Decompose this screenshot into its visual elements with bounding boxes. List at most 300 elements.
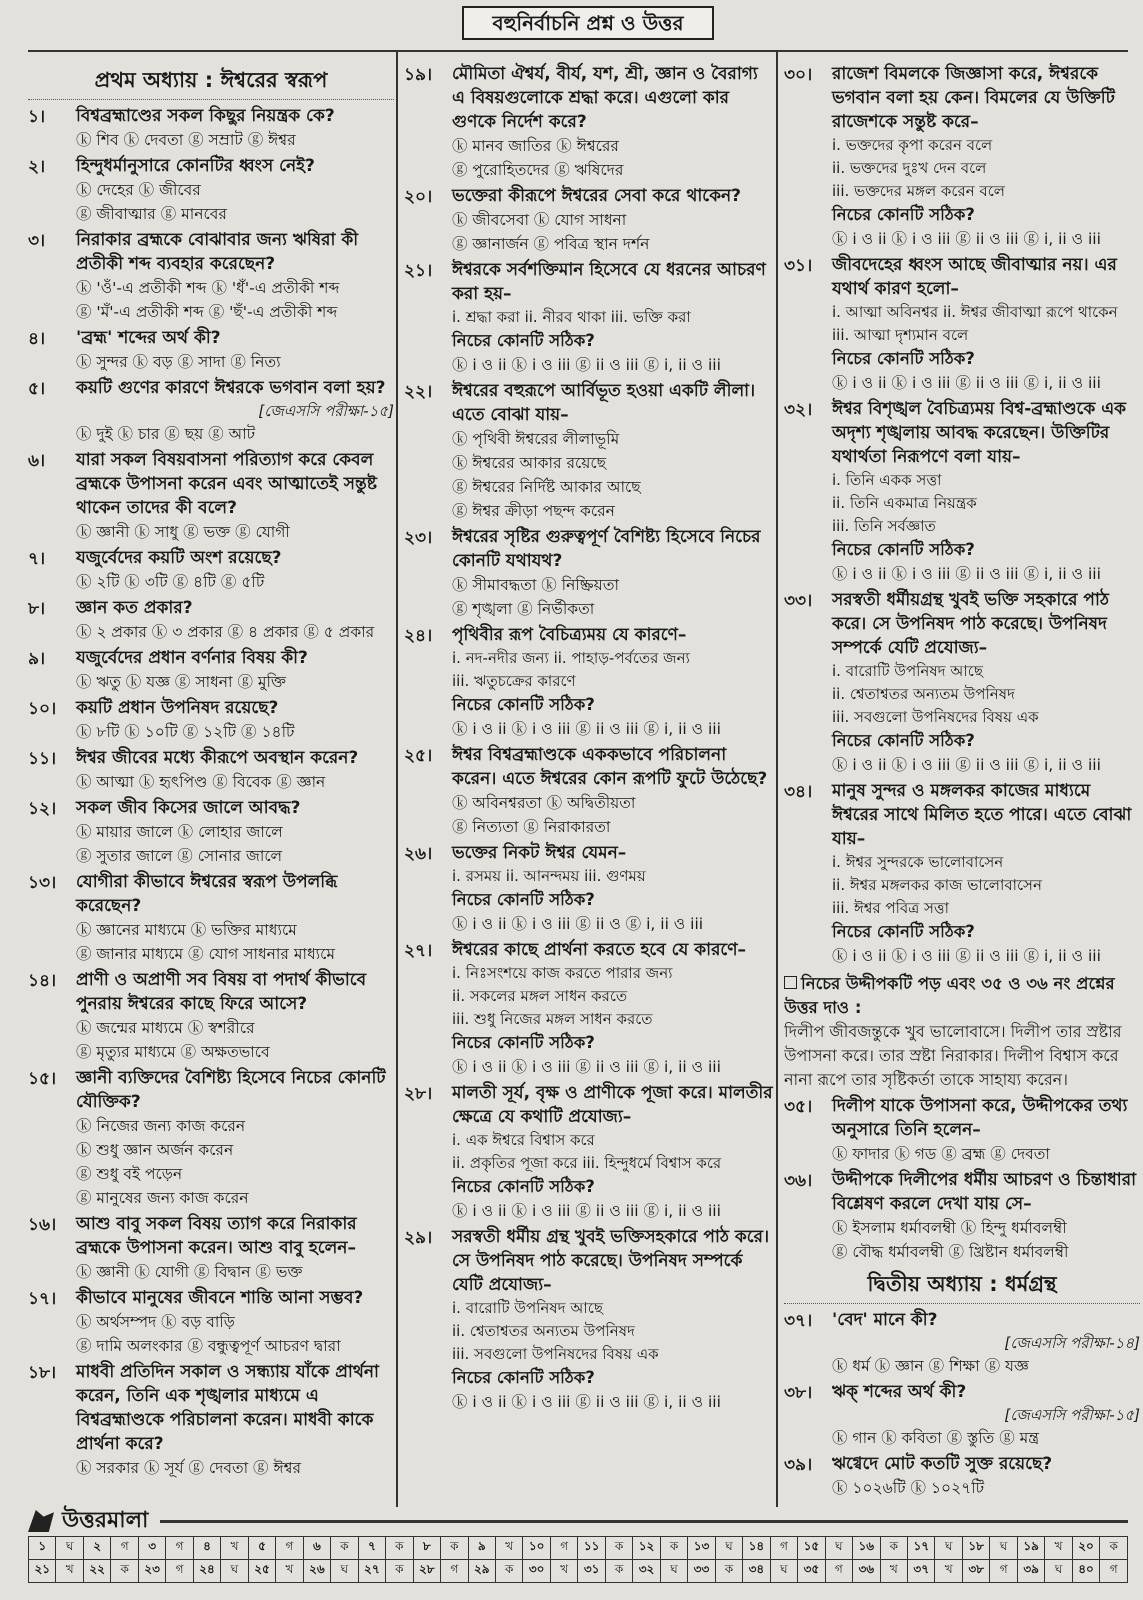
answer-letter: ক <box>111 1560 138 1583</box>
question-body <box>832 1380 1140 1450</box>
option-line: ⓖ মানুষের জন্য কাজ করেন <box>76 1189 249 1207</box>
option-line: ⓖ নিত্যতা ⓖ নিরাকারতা <box>452 818 611 836</box>
answer-number: ২২ <box>83 1560 110 1583</box>
answer-key-rule <box>160 1520 1128 1523</box>
question-number: ২৫। <box>404 746 433 766</box>
answer-number: ১৮ <box>962 1537 989 1560</box>
question-number: ৩৮। <box>784 1383 813 1403</box>
question-body <box>76 546 394 594</box>
question-body <box>452 841 774 936</box>
answer-letter: ক <box>660 1537 687 1560</box>
question-number: ৬। <box>28 451 46 471</box>
question-body <box>76 326 394 374</box>
question-text: যারা সকল বিষয়বাসনা পরিত্যাগ করে কেবল ব্রহ্মকে উপাসনা করেন এবং আত্মাতেই সন্তুষ্ট থাকেন তাদের কী বলে? <box>76 450 377 518</box>
question-number: ৮। <box>28 599 46 619</box>
question-number: ২১। <box>404 261 433 281</box>
question-body <box>452 379 774 523</box>
question-body <box>832 1308 1140 1378</box>
option-line: ⓚ i ও ii ⓚ i ও iii ⓖ ii ও iii ⓖ i, ii ও iii <box>452 1202 721 1220</box>
statement: i. শ্রদ্ধা করা ii. নীরব থাকা iii. ভক্তি করা <box>452 308 691 326</box>
statement: i. আত্মা অবিনশ্বর ii. ঈশ্বর জীবাত্মা রূপে থাকেন <box>832 303 1118 321</box>
question <box>28 646 394 694</box>
question-body <box>452 938 774 1079</box>
statement: i. নিঃসংশয়ে কাজ করতে পারার জন্য <box>452 964 673 982</box>
answer-letter: ঘ <box>990 1537 1017 1560</box>
question <box>784 779 1140 968</box>
answer-letter: খ <box>56 1560 83 1583</box>
question <box>404 184 774 256</box>
option-line: ⓖ জীবাত্মার ⓖ মানবের <box>76 205 227 223</box>
question-body <box>452 184 774 256</box>
answer-number: ১ <box>29 1537 56 1560</box>
answer-letter: ক <box>495 1560 522 1583</box>
answer-letter: খ <box>935 1560 962 1583</box>
choose-prompt: নিচের কোনটি সঠিক? <box>832 349 975 368</box>
statement: iii. ঈশ্বর পবিত্র সত্তা <box>832 899 950 917</box>
question-body <box>76 1066 394 1210</box>
answer-letter: ঘ <box>221 1560 248 1583</box>
option-line: ⓚ মানব জাতির ⓚ ঈশ্বরের <box>452 137 619 155</box>
question <box>404 62 774 182</box>
question-number: ৩৯। <box>784 1455 813 1475</box>
option-line: ⓚ নিজের জন্য কাজ করেন <box>76 1117 246 1135</box>
answer-letter: গ <box>441 1560 468 1583</box>
question-text: মালতী সূর্য, বৃক্ষ ও প্রাণীকে পূজা করে। মালতীর ক্ষেত্রে যে কথাটি প্রযোজ্য– <box>452 1083 773 1127</box>
option-line: ⓚ অবিনশ্বরতা ⓚ অদ্বিতীয়তা <box>452 794 636 812</box>
question <box>28 154 394 226</box>
answer-number: ৭ <box>358 1537 385 1560</box>
question <box>28 968 394 1064</box>
option-line: ⓚ ঋতু ⓚ যজ্ঞ ⓖ সাধনা ⓖ মুক্তি <box>76 673 286 691</box>
question-body <box>452 525 774 621</box>
question-body <box>832 1168 1140 1264</box>
question <box>28 546 394 594</box>
answer-letter: গ <box>825 1560 852 1583</box>
question-text: মৌমিতা ঐশ্বর্য, বীর্য, যশ, শ্রী, জ্ঞান ও বৈরাগ্য এ বিষয়গুলোকে শ্রদ্ধা করে। এগুলো কার গুণকে নির্দেশ করে? <box>452 64 758 132</box>
chapter-heading: দ্বিতীয় অধ্যায় : ধর্মগ্রন্থ <box>784 1268 1140 1304</box>
answer-number: ৩৪ <box>743 1560 770 1583</box>
question-number: ১৫। <box>28 1069 57 1089</box>
question <box>28 796 394 868</box>
answer-number: ১১ <box>578 1537 605 1560</box>
question-number: ২৯। <box>404 1228 433 1248</box>
answer-key <box>28 1506 1128 1598</box>
column-3 <box>784 60 1140 1500</box>
answer-letter: ক <box>605 1537 632 1560</box>
question <box>784 1168 1140 1264</box>
option-line: ⓖ জানার মাধ্যমে ⓖ যোগ সাধনার মাধ্যমে <box>76 945 335 963</box>
choose-prompt: নিচের কোনটি সঠিক? <box>832 540 975 559</box>
exam-reference: [জেএসসি পরীক্ষা-১৫] <box>258 402 394 420</box>
answer-letter: খ <box>495 1537 522 1560</box>
question-number: ৩৬। <box>784 1171 813 1191</box>
option-line: ⓚ জন্মের মাধ্যমে ⓚ স্বশরীরে <box>76 1019 255 1037</box>
question <box>404 841 774 936</box>
option-line: ⓖ শুধু বই পড়েন <box>76 1165 183 1183</box>
question-body <box>76 104 394 152</box>
answer-letter: ঘ <box>56 1537 83 1560</box>
answer-number: ৫ <box>248 1537 275 1560</box>
answer-number: ১০ <box>523 1537 550 1560</box>
question-text: আশু বাবু সকল বিষয় ত্যাগ করে নিরাকার ব্রহ্মকে উপাসনা করেন। আশু বাবু হলেন– <box>76 1214 357 1258</box>
statement: i. ঈশ্বর সুন্দরকে ভালোবাসেন <box>832 853 1004 871</box>
question-number: ২০। <box>404 187 433 207</box>
answer-letter: ঘ <box>1045 1560 1072 1583</box>
question <box>28 228 394 324</box>
question-text: ঋগ্বেদে মোট কতটি সুক্ত রয়েছে? <box>832 1454 1053 1474</box>
answer-letter: খ <box>221 1537 248 1560</box>
question-text: জ্ঞান কত প্রকার? <box>76 598 193 618</box>
question <box>28 1286 394 1358</box>
answer-number: ১৯ <box>1017 1537 1044 1560</box>
statement: i. বারোটি উপনিষদ আছে <box>832 662 983 680</box>
question-body <box>76 646 394 694</box>
question-text: রাজেশ বিমলকে জিজ্ঞাসা করে, ঈশ্বরকে ভগবান বলা হয় কেন। বিমলের যে উক্তিটি রাজেশকে সন্তুষ্ট করে– <box>832 64 1115 132</box>
statement: i. নদ-নদীর জন্য ii. পাহাড়-পর্বতের জন্য <box>452 649 690 667</box>
question <box>28 1360 394 1480</box>
question <box>404 379 774 523</box>
question-text: সরস্বতী ধর্মীয়গ্রন্থ খুবই ভক্তি সহকারে পাঠ করে। সে উপনিষদ পাঠ করেছে। উপনিষদ সম্পর্কে যেটি প্রযোজ্য– <box>832 590 1109 658</box>
option-line: ⓚ দেহের ⓚ জীবের <box>76 181 201 199</box>
question-number: ৩২। <box>784 400 813 420</box>
answer-number: ৯ <box>468 1537 495 1560</box>
stimulus-text: দিলীপ জীবজন্তুকে খুব ভালোবাসে। দিলীপ তার স্রষ্টার উপাসনা করে। তার স্রষ্টা নিরাকার। দিলীপ বিশ্বাস করে নানা রূপে তার সৃষ্টিকর্তা তাকে সাহায্য করেন। <box>784 1022 1122 1089</box>
answer-letter: ক <box>605 1560 632 1583</box>
question-number: ৩৭। <box>784 1311 813 1331</box>
question-body <box>452 623 774 741</box>
option-line: ⓖ মৃত্যুর মাধ্যমে ⓖ অক্ষতভাবে <box>76 1043 270 1061</box>
question-number: ৩৪। <box>784 782 813 802</box>
option-line: ⓚ গান ⓚ কবিতা ⓖ স্তুতি ⓖ মন্ত্র <box>832 1429 1040 1447</box>
question-text: পৃথিবীর রূপ বৈচিত্র্যময় যে কারণে– <box>452 625 687 645</box>
question <box>784 1452 1140 1500</box>
option-line: ⓚ দুই ⓚ চার ⓖ ছয় ⓖ আট <box>76 425 256 443</box>
option-line: ⓚ মায়ার জালে ⓚ লোহার জালে <box>76 823 283 841</box>
answer-table <box>28 1536 1128 1583</box>
statement: i. ভক্তদের কৃপা করেন বলে <box>832 136 993 154</box>
option-line: ⓚ ধর্ম ⓚ জ্ঞান ⓖ শিক্ষা ⓖ যজ্ঞ <box>832 1357 1029 1375</box>
question-body <box>832 779 1140 968</box>
statement: ii. সকলের মঙ্গল সাধন করতে <box>452 987 628 1005</box>
question-text: ঈশ্বরের বহুরূপে আর্বিভূত হওয়া একটি লীলা। এতে বোঝা যায়– <box>452 381 756 425</box>
option-line: ⓚ 'ওঁ'-এ প্রতীকী শব্দ ⓚ 'ধঁ'-এ প্রতীকী শব্দ <box>76 279 340 297</box>
question-body <box>452 743 774 839</box>
option-line: ⓚ অর্থসম্পদ ⓚ বড় বাড়ি <box>76 1313 235 1331</box>
question-number: ২। <box>28 157 46 177</box>
question-body <box>76 1360 394 1480</box>
question-number: ৩১। <box>784 256 813 276</box>
choose-prompt: নিচের কোনটি সঠিক? <box>452 331 595 350</box>
answer-number: ২০ <box>1072 1537 1099 1560</box>
question-body <box>832 1094 1140 1166</box>
answer-letter: গ <box>166 1537 193 1560</box>
option-line: ⓚ জ্ঞানের মাধ্যমে ⓚ ভক্তির মাধ্যমে <box>76 921 297 939</box>
statement: iii. শুধু নিজের মঙ্গল সাধন করতে <box>452 1010 653 1028</box>
question-text: ভক্তেরা কীরূপে ঈশ্বরের সেবা করে থাকেন? <box>452 186 741 206</box>
question-body <box>76 376 394 446</box>
question-body <box>832 253 1140 395</box>
question-number: ১। <box>28 107 46 127</box>
exam-reference: [জেএসসি পরীক্ষা-১৫] <box>1004 1406 1140 1424</box>
choose-prompt: নিচের কোনটি সঠিক? <box>452 1033 595 1052</box>
question-number: ১১। <box>28 749 57 769</box>
statement: iii. আত্মা দৃশ্যমান বলে <box>832 326 969 344</box>
question <box>784 1308 1140 1378</box>
statement: i. বারোটি উপনিষদ আছে <box>452 1299 603 1317</box>
answer-number: ৩২ <box>633 1560 660 1583</box>
option-line: ⓖ পুরোহিতদের ⓖ ঋষিদের <box>452 161 624 179</box>
question <box>404 258 774 377</box>
choose-prompt: নিচের কোনটি সঠিক? <box>452 695 595 714</box>
checkbox-icon <box>784 976 797 989</box>
answer-letter: ঘ <box>825 1537 852 1560</box>
statement: iii. ভক্তদের মঙ্গল করেন বলে <box>832 182 1005 200</box>
answer-letter: ঘ <box>715 1537 742 1560</box>
question <box>28 1066 394 1210</box>
question-text: কয়টি গুণের কারণে ঈশ্বরকে ভগবান বলা হয়? <box>76 378 386 398</box>
question <box>784 1094 1140 1166</box>
question-text: কীভাবে মানুষের জীবনে শান্তি আনা সম্ভব? <box>76 1288 364 1308</box>
option-line: ⓚ i ও ii ⓚ i ও iii ⓖ ii ও iii ⓖ i, ii ও iii <box>452 1058 721 1076</box>
answer-letter: গ <box>166 1560 193 1583</box>
statement: iii. তিনি সর্বজ্ঞাত <box>832 517 936 535</box>
stimulus-heading-text: নিচের উদ্দীপকটি পড় এবং ৩৫ ও ৩৬ নং প্রশ্নের উত্তর দাও : <box>784 974 1115 1017</box>
answer-number: ৩১ <box>578 1560 605 1583</box>
statement: ii. শ্বেতাশ্বতর অন্যতম উপনিষদ <box>452 1322 635 1340</box>
answer-key-title: উত্তরমালা <box>62 1508 149 1533</box>
choose-prompt: নিচের কোনটি সঠিক? <box>452 1177 595 1196</box>
option-line: ⓖ শৃঙ্খলা ⓖ নির্ভীকতা <box>452 600 595 618</box>
question-body <box>452 1081 774 1223</box>
stimulus-heading <box>784 972 1140 1020</box>
question-body <box>76 1212 394 1284</box>
question-text: ঈশ্বর জীবের মধ্যে কীরূপে অবস্থান করেন? <box>76 748 359 768</box>
answer-number: ২৫ <box>248 1560 275 1583</box>
column-1 <box>28 60 394 1500</box>
question-text: সকল জীব কিসের জালে আবদ্ধ? <box>76 798 301 818</box>
option-line: ⓖ সুতার জালে ⓖ সোনার জালে <box>76 847 283 865</box>
answer-number: ২৯ <box>468 1560 495 1583</box>
answer-letter: ক <box>386 1537 413 1560</box>
option-line: ⓚ শিব ⓚ দেবতা ⓖ সম্রাট ⓖ ঈশ্বর <box>76 131 296 149</box>
option-line: ⓚ সরকার ⓚ সূর্য ⓖ দেবতা ⓖ ঈশ্বর <box>76 1459 301 1477</box>
option-line: ⓚ ইসলাম ধর্মাবলম্বী ⓚ হিন্দু ধর্মাবলম্বী <box>832 1219 1067 1237</box>
statement: ii. ঈশ্বর মঙ্গলকর কাজ ভালোবাসেন <box>832 876 1042 894</box>
option-line: ⓚ শুধু জ্ঞান অর্জন করেন <box>76 1141 234 1159</box>
question-body <box>452 258 774 377</box>
question-body <box>832 1452 1140 1500</box>
option-line: ⓚ জীবসেবা ⓚ যোগ সাধনা <box>452 211 627 229</box>
statement: iii. সবগুলো উপনিষদের বিষয় এক <box>832 708 1039 726</box>
question-text: যজুর্বেদের কয়টি অংশ রয়েছে? <box>76 548 282 568</box>
answer-letter: ক <box>331 1537 358 1560</box>
option-line: ⓚ ৮টি ⓚ ১০টি ⓖ ১২টি ⓖ ১৪টি <box>76 723 295 741</box>
question-body <box>76 696 394 744</box>
question <box>28 448 394 544</box>
question-number: ৩। <box>28 231 46 251</box>
question <box>28 326 394 374</box>
option-line: ⓚ i ও ii ⓚ i ও iii ⓖ ii ও iii ⓖ i, ii ও iii <box>832 230 1101 248</box>
option-line: ⓖ বৌদ্ধ ধর্মাবলম্বী ⓖ খ্রিষ্টান ধর্মাবলম্বী <box>832 1243 1069 1261</box>
option-line: ⓖ ঈশ্বর ক্রীড়া পছন্দ করেন <box>452 502 615 520</box>
question-number: ৩০। <box>784 65 813 85</box>
answer-letter: গ <box>550 1537 577 1560</box>
question-text: জীবদেহের ধ্বংস আছে জীবাত্মার নয়। এর যথার্থ কারণ হলো– <box>832 255 1117 299</box>
question-text: ঈশ্বরের সৃষ্টির গুরুত্বপূর্ণ বৈশিষ্ট্য হিসেবে নিচের কোনটি যথাযথ? <box>452 527 761 571</box>
question-text: কয়টি প্রধান উপনিষদ রয়েছে? <box>76 698 279 718</box>
answer-letter: গ <box>1100 1560 1128 1583</box>
question-text: 'ব্রহ্ম' শব্দের অর্থ কী? <box>76 328 221 348</box>
question <box>404 938 774 1079</box>
question-number: ২৬। <box>404 844 433 864</box>
answer-number: ৩৫ <box>798 1560 825 1583</box>
pen-icon <box>28 1510 54 1532</box>
question <box>28 696 394 744</box>
question-text: 'বেদ' মানে কী? <box>832 1310 938 1330</box>
statement: ii. ভক্তদের দুঃখ দেন বলে <box>832 159 987 177</box>
question-text: জ্ঞানী ব্যক্তিদের বৈশিষ্ট্য হিসেবে নিচের কোনটি যৌক্তিক? <box>76 1068 386 1112</box>
question-text: উদ্দীপকে দিলীপের ধর্মীয় আচরণ ও চিন্তাধারা বিশ্লেষণ করলে দেখা যায় সে– <box>832 1170 1137 1214</box>
top-rule <box>28 50 1128 52</box>
option-line: ⓚ ২ প্রকার ⓚ ৩ প্রকার ⓖ ৪ প্রকার ⓖ ৫ প্রকার <box>76 623 375 641</box>
option-line: ⓚ i ও ii ⓚ i ও iii ⓖ ii ও iii ⓖ i, ii ও iii <box>452 720 721 738</box>
question-number: ১৯। <box>404 65 433 85</box>
question-body <box>76 154 394 226</box>
option-line: ⓚ i ও ii ⓚ i ও iii ⓖ ii ও iii ⓖ i, ii ও iii <box>832 947 1101 965</box>
statement: i. রসময় ii. আনন্দময় iii. গুণময় <box>452 867 646 885</box>
answer-letter: খ <box>550 1560 577 1583</box>
answer-number: ১৩ <box>688 1537 715 1560</box>
question-body <box>76 968 394 1064</box>
answer-letter: গ <box>770 1537 797 1560</box>
answer-number: ২৭ <box>358 1560 385 1583</box>
question <box>784 588 1140 777</box>
option-line: ⓚ i ও ii ⓚ i ও iii ⓖ ii ও iii ⓖ i, ii ও iii <box>832 565 1101 583</box>
question-text: দিলীপ যাকে উপাসনা করে, উদ্দীপকের তথ্য অনুসারে তিনি হলেন– <box>832 1096 1128 1140</box>
option-line: ⓚ সীমাবদ্ধতা ⓚ নিষ্ক্রিয়তা <box>452 576 619 594</box>
question-text: প্রাণী ও অপ্রাণী সব বিষয় বা পদার্থ কীভাবে পুনরায় ঈশ্বরের কাছে ফিরে আসে? <box>76 970 367 1014</box>
question-text: বিশ্বব্রহ্মাণ্ডের সকল কিছুর নিয়ন্ত্রক কে? <box>76 106 335 126</box>
answer-row-1 <box>29 1537 1128 1560</box>
statement: i. তিনি একক সত্তা <box>832 471 942 489</box>
answer-letter: খ <box>276 1560 303 1583</box>
question-number: ৩৫। <box>784 1097 813 1117</box>
question-text: যোগীরা কীভাবে ঈশ্বরের স্বরূপ উপলব্ধি করেছেন? <box>76 872 338 916</box>
option-line: ⓚ ঈশ্বরের আকার রয়েছে <box>452 454 606 472</box>
option-line: ⓚ i ও ii ⓚ i ও iii ⓖ ii ও ⓖ i, ii ও iii <box>452 915 704 933</box>
option-line: ⓖ দামি অলংকার ⓖ বন্ধুত্বপূর্ণ আচরণ দ্বারা <box>76 1337 341 1355</box>
answer-number: ৩০ <box>523 1560 550 1583</box>
question <box>28 376 394 446</box>
statement: ii. তিনি একমাত্র নিয়ন্ত্রক <box>832 494 977 512</box>
question-text: ঈশ্বর বিশৃঙ্খল বৈচিত্র্যময় বিশ্ব-ব্রহ্মাণ্ডকে এক অদৃশ্য শৃঙ্খলায় আবদ্ধ করেছেন। উক্তিটির যথার্থতা নিরূপণে বলা যায়– <box>832 399 1127 467</box>
option-line: ⓚ i ও ii ⓚ i ও iii ⓖ ii ও iii ⓖ i, ii ও iii <box>452 356 721 374</box>
question <box>404 1081 774 1223</box>
answer-letter: ঘ <box>660 1560 687 1583</box>
question-body <box>76 1286 394 1358</box>
answer-letter: গ <box>111 1537 138 1560</box>
answer-number: ২১ <box>29 1560 56 1583</box>
question-number: ৫। <box>28 379 46 399</box>
question <box>28 1212 394 1284</box>
question-number: ১৭। <box>28 1289 57 1309</box>
answer-letter: ক <box>880 1537 907 1560</box>
question-body <box>76 448 394 544</box>
question-number: ১৪। <box>28 971 57 991</box>
answer-letter: ক <box>715 1560 742 1583</box>
answer-number: ১৭ <box>908 1537 935 1560</box>
question-text: নিরাকার ব্রহ্মকে বোঝাবার জন্য ঋষিরা কী প্রতীকী শব্দ ব্যবহার করেছেন? <box>76 230 359 274</box>
question-text: হিন্দুধর্মানুসারে কোনটির ধ্বংস নেই? <box>76 156 315 176</box>
question-number: ৪। <box>28 329 46 349</box>
answer-letter: ক <box>1100 1537 1128 1560</box>
question <box>784 253 1140 395</box>
answer-number: ১৬ <box>853 1537 880 1560</box>
answer-number: ৩৭ <box>908 1560 935 1583</box>
question <box>28 104 394 152</box>
answer-number: ১২ <box>633 1537 660 1560</box>
question <box>28 870 394 966</box>
answer-number: ২ <box>83 1537 110 1560</box>
option-line: ⓚ জ্ঞানী ⓚ যোগী ⓖ বিদ্বান ⓖ ভক্ত <box>76 1263 303 1281</box>
column-divider <box>776 52 778 1507</box>
column-2 <box>404 60 774 1500</box>
question-text: ঋক্ শব্দের অর্থ কী? <box>832 1382 967 1402</box>
statement: iii. সবগুলো উপনিষদের বিষয় এক <box>452 1345 659 1363</box>
answer-letter: গ <box>276 1537 303 1560</box>
question-body <box>76 228 394 324</box>
question <box>404 743 774 839</box>
question-body <box>76 870 394 966</box>
answer-letter: খ <box>880 1560 907 1583</box>
option-line: ⓚ i ও ii ⓚ i ও iii ⓖ ii ও iii ⓖ i, ii ও iii <box>832 756 1101 774</box>
question <box>404 623 774 741</box>
option-line: ⓚ ১০২৬টি ⓚ ১০২৭টি <box>832 1479 985 1497</box>
question-text: মানুষ সুন্দর ও মঙ্গলকর কাজের মাধ্যমে ঈশ্বরের সাথে মিলিত হতে পারে। এতে বোঝা যায়– <box>832 781 1132 849</box>
answer-number: ৩ <box>138 1537 165 1560</box>
answer-letter: ক <box>386 1560 413 1583</box>
statement: iii. ঋতুচক্রের কারণে <box>452 672 576 690</box>
question-text: ভক্তের নিকট ঈশ্বর যেমন– <box>452 843 627 863</box>
question-body <box>832 62 1140 251</box>
answer-letter: গ <box>990 1560 1017 1583</box>
question-number: ১৩। <box>28 873 57 893</box>
column-divider <box>396 52 398 1507</box>
option-line: ⓚ ফাদার ⓚ গড ⓖ ব্রহ্ম ⓖ দেবতা <box>832 1145 1050 1163</box>
question-body <box>76 796 394 868</box>
statement: i. এক ঈশ্বরে বিশ্বাস করে <box>452 1131 595 1149</box>
question <box>784 1380 1140 1450</box>
answer-number: ২৪ <box>193 1560 220 1583</box>
question-number: ২৩। <box>404 528 433 548</box>
answer-number: ১৫ <box>798 1537 825 1560</box>
question-body <box>832 588 1140 777</box>
question <box>28 596 394 644</box>
question-text: ঈশ্বর বিশ্বব্রহ্মাণ্ডকে এককভাবে পরিচালনা করেন। এতে ঈশ্বরের কোন রূপটি ফুটে উঠেছে? <box>452 745 768 789</box>
choose-prompt: নিচের কোনটি সঠিক? <box>832 731 975 750</box>
statement: ii. প্রকৃতির পূজা করে iii. হিন্দুধর্মে বিশ্বাস করে <box>452 1154 722 1172</box>
question-number: ১৬। <box>28 1215 57 1235</box>
answer-number: ৬ <box>303 1537 330 1560</box>
question-body <box>452 62 774 182</box>
answer-number: ২৬ <box>303 1560 330 1583</box>
option-line: ⓖ ঈশ্বরের নির্দিষ্ট আকার আছে <box>452 478 641 496</box>
option-line: ⓚ ২টি ⓚ ৩টি ⓖ ৪টি ⓖ ৫টি <box>76 573 265 591</box>
answer-letter: খ <box>1045 1537 1072 1560</box>
question-body <box>76 746 394 794</box>
question-number: ৯। <box>28 649 46 669</box>
answer-number: ১৪ <box>743 1537 770 1560</box>
